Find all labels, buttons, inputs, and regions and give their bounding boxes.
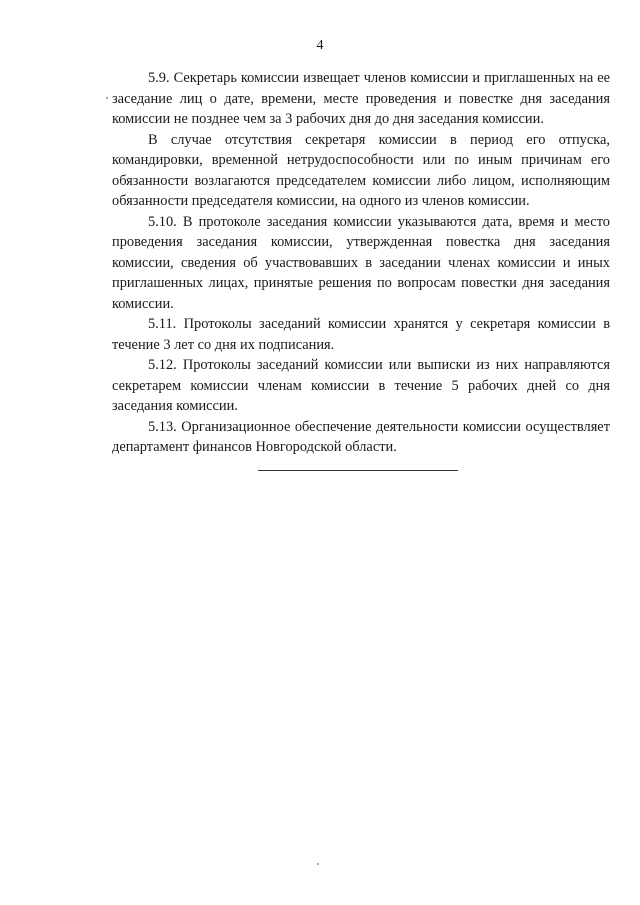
paragraph-5-9-secretary-absence: В случае отсутствия секретаря комиссии в период его отпуска, командировки, временной нетрудоспособности или по иным причинам его обязанности возлагаются председателем комиссии либо лицом, исполняющим обязанности председателя комиссии, на одного из членов комиссии. [112, 131, 610, 209]
paragraph-5-13: 5.13. Организационное обеспечение деятельности комиссии осуществляет департамент финансов Новгородской области. [112, 418, 610, 455]
paragraph-5-9: 5.9. Секретарь комиссии извещает членов комиссии и приглашенных на ее заседание лиц о дате, времени, месте проведения и повестке дня заседания комиссии не позднее чем за 3 рабочих дня до дня заседания комиссии. [112, 70, 610, 127]
paragraph-5-10: 5.10. В протоколе заседания комиссии указываются дата, время и место проведения заседания комиссии, утвержденная повестка дня заседания комиссии, сведения об участвовавших в заседании членах комиссии и иных приглашенных лицах, принятые решения по вопросам повестки дня заседания комиссии. [112, 213, 610, 312]
document-body [112, 68, 610, 458]
paragraph-5-12: 5.12. Протоколы заседаний комиссии или выписки из них направляются секретарем комиссии членам комиссии в течение 5 рабочих дней со дня заседания комиссии. [112, 357, 610, 414]
paragraph-5-11: 5.11. Протоколы заседаний комиссии хранятся у секретаря комиссии в течение 3 лет со дня их подписания. [112, 316, 610, 353]
scan-speck [317, 863, 319, 865]
scan-speck [106, 97, 108, 99]
end-divider-line [258, 470, 458, 471]
page-number: 4 [316, 38, 324, 53]
